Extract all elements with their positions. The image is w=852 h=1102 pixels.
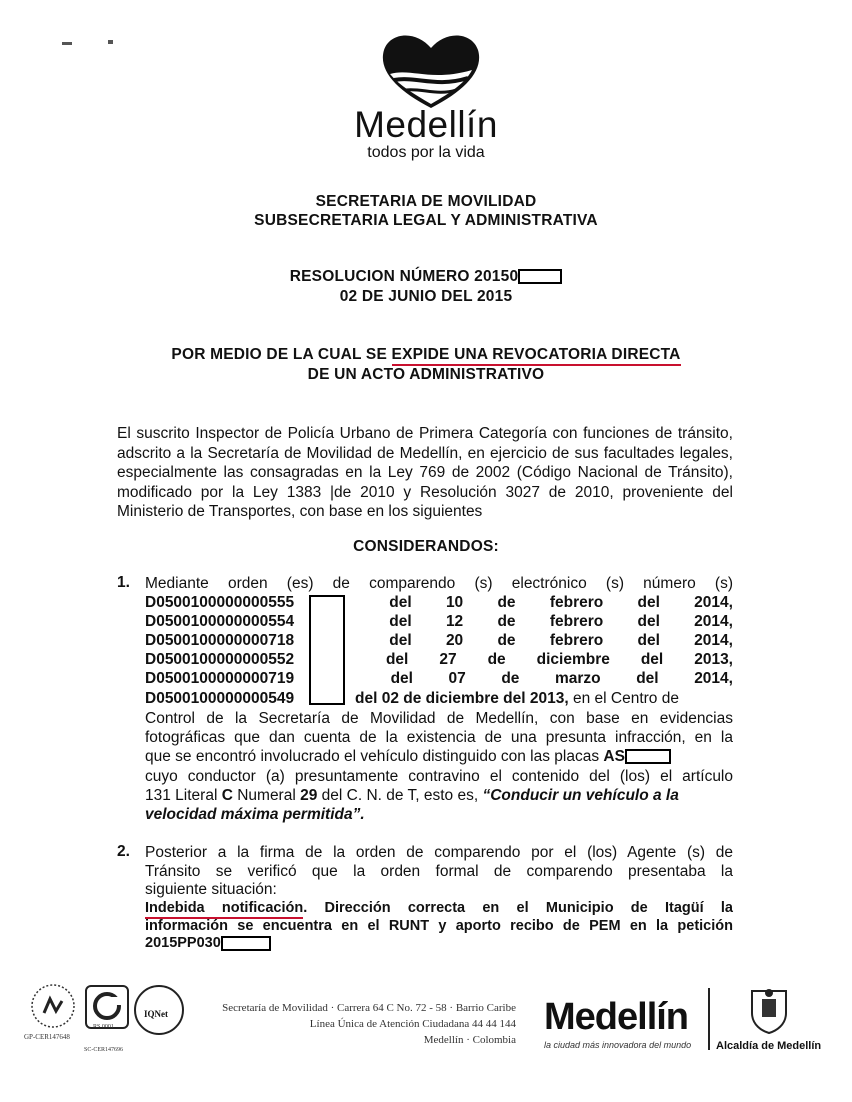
footer-divider	[708, 988, 710, 1050]
citation-row: D0500100000000718 del 20 de febrero del 2014,	[145, 632, 733, 649]
item-2-line-b: Tránsito se verificó que la orden formal de comparendo presentaba la	[145, 863, 733, 880]
item-1-number: 1.	[117, 574, 130, 591]
cert-code-2: SC-CER147696	[84, 1047, 124, 1053]
medellin-heart-logo	[376, 30, 486, 110]
notification-highlight: Indebida notificación	[145, 900, 303, 919]
scan-mark	[62, 42, 72, 45]
header-line-1: SECRETARIA DE MOVILIDAD	[315, 193, 537, 210]
subject-highlight: EXPIDE UNA REVOCATORIA DIRECTA	[392, 346, 681, 366]
certification-seal-icon	[30, 983, 76, 1029]
item-2-bold-b: información se encuentra en el RUNT y aporto recibo de PEM en la petición	[145, 918, 733, 934]
item-2-bold-a: Indebida notificación. Dirección correcta en el Municipio de Itagüí la	[145, 899, 733, 919]
item-1-first-line: Mediante orden (es) de comparendo (s) electrónico (s) número (s)	[145, 575, 733, 592]
footer-address-2: Línea Única de Atención Ciudadana 44 44 144	[309, 1018, 516, 1030]
footer-address-1: Secretaría de Movilidad · Carrera 64 C No. 72 - 58 · Barrio Caribe	[222, 1002, 516, 1014]
resolution-number: RESOLUCION NÚMERO 20150	[0, 268, 852, 286]
item-1-line-f: velocidad máxima permitida”.	[145, 806, 365, 823]
redaction-box	[221, 936, 271, 951]
redaction-box	[625, 749, 671, 764]
citation-row: D0500100000000552 del 27 de diciembre del 2013,	[145, 651, 733, 668]
cert-code-mid2: RS 0001	[93, 1024, 114, 1030]
logo-brand: Medellín	[354, 104, 498, 145]
item-2-bold-c: 2015PP030	[145, 934, 733, 954]
citation-row: D0500100000000554 del 12 de febrero del 2014,	[145, 613, 733, 630]
scan-mark	[108, 40, 113, 44]
considerandos-title: CONSIDERANDOS:	[353, 538, 499, 555]
citation-row: D0500100000000555 del 10 de febrero del 2014,	[145, 594, 733, 611]
item-1-line-b: fotográficas que dan cuenta de la existencia de una presunta infracción, en la	[145, 729, 733, 746]
alcaldia-label: Alcaldía de Medellín	[716, 1040, 822, 1052]
footer-brand: Medellín	[544, 996, 689, 1038]
footer-address-3: Medellín · Colombia	[423, 1034, 516, 1046]
item-1-line-c: que se encontró involucrado el vehículo distinguido con las placas AS	[145, 747, 733, 767]
footer-brand-tagline: la ciudad más innovadora del mundo	[544, 1040, 692, 1050]
item-2-line-a: Posterior a la firma de la orden de comparendo por el (los) Agente (s) de	[145, 844, 733, 861]
resolution-date: 02 DE JUNIO DEL 2015	[339, 288, 513, 305]
subject-line-2: DE UN ACTO ADMINISTRATIVO	[307, 366, 545, 383]
icontec-logo-icon	[85, 985, 129, 1029]
subject-line-1: POR MEDIO DE LA CUAL SE EXPIDE UNA REVOCATORIA DIRECTA	[0, 346, 852, 364]
item-1-line-a: Control de la Secretaría de Movilidad de Medellín, con base en evidencias	[145, 710, 733, 727]
redaction-box	[309, 595, 345, 705]
item-1-line-d: cuyo conductor (a) presuntamente contravino el contenido del (los) el artículo	[145, 768, 733, 785]
intro-paragraph: El suscrito Inspector de Policía Urbano de Primera Categoría con funciones de tránsito, adscrito a la Secretaría de Movilidad de Medellín, en ejercicio de sus facultades legales, especialmente las consagradas en la Ley 769 de 2002 (Código Nacional de Tránsito), modificado por la Ley 1383 |de 2010 y Resolución 3027 de 2010, proveniente del Ministerio de Transportes, con base en los siguientes	[117, 425, 733, 520]
coat-of-arms-icon	[748, 985, 790, 1035]
logo-tagline: todos por la vida	[367, 144, 485, 161]
item-1-line-e: 131 Literal C Numeral 29 del C. N. de T, esto es, “Conducir un vehículo a la	[145, 787, 679, 804]
redaction-box	[518, 269, 562, 284]
citation-row: D0500100000000719 del 07 de marzo del 2014,	[145, 670, 733, 687]
header-line-2: SUBSECRETARIA LEGAL Y ADMINISTRATIVA	[254, 212, 598, 229]
item-2-line-c: siguiente situación:	[145, 881, 277, 898]
iqnet-seal-icon: IQNet	[134, 985, 184, 1035]
cert-code-1: GP-CER147648	[24, 1033, 70, 1041]
citation-last-row: D0500100000000549 del 02 de diciembre del 2013, en el Centro de	[145, 690, 679, 707]
item-2-number: 2.	[117, 843, 130, 860]
